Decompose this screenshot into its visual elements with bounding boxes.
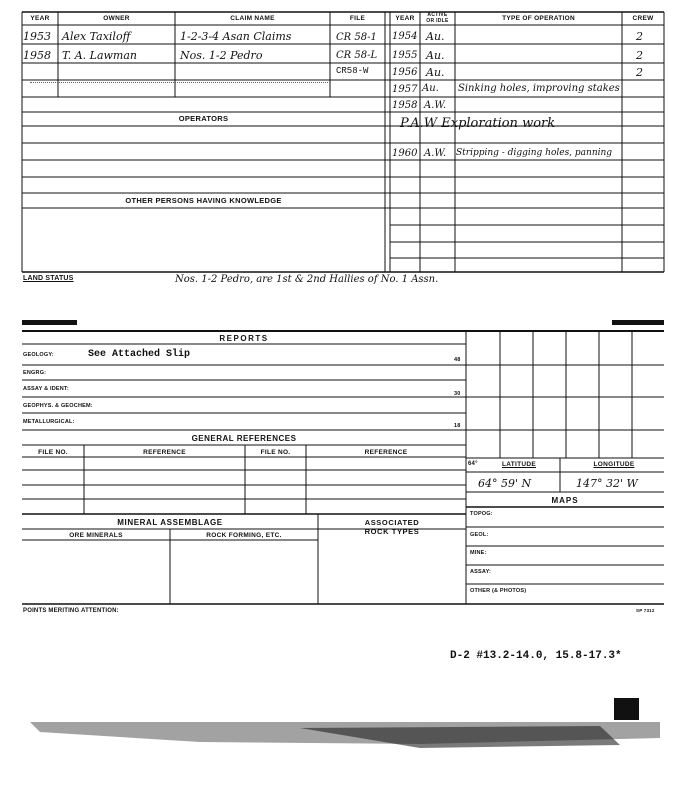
genref-header-reference-2: REFERENCE [364,449,408,456]
act5-status: A.W. [424,100,447,111]
maps-topog-label: TOPOG: [470,511,493,517]
act6-operation: P.A.W Exploration work [400,116,556,131]
report-assay-num: 30 [454,391,461,397]
row1-file: CR 58-1 [336,32,377,43]
col-header-active-idle: ACTIVE OR IDLE [426,12,449,24]
act7-status: A.W. [424,148,447,159]
act1-year: 1954 [392,31,418,42]
col-header-year-2: YEAR [395,15,415,22]
report-geophys-label: GEOPHYS. & GEOCHEM: [23,403,93,409]
col-header-type-of-operation: TYPE OF OPERATION [502,15,575,22]
col-header-year: YEAR [30,15,50,22]
act3-crew: 2 [636,66,643,79]
mineral-assemblage-title: MINERAL ASSEMBLAGE [117,518,223,527]
maps-other-label: OTHER (& PHOTOS) [470,588,527,594]
associated-rock-types-header: ASSOCIATED ROCK TYPES [364,518,420,536]
act4-year: 1957 [392,84,418,95]
act4-operation: Sinking holes, improving stakes [458,83,620,94]
report-engrg-label: ENGRG: [23,370,47,376]
row1-claim: 1-2-3-4 Asan Claims [180,30,292,43]
report-assay-label: ASSAY & IDENT: [23,386,69,392]
act5-year: 1958 [392,100,418,111]
act3-status: Au. [426,66,445,79]
latitude-value: 64° 59' N [478,477,532,490]
row2-file: CR 58-L [336,50,378,61]
maps-geol-label: GEOL: [470,532,489,538]
longitude-value: 147° 32' W [576,477,638,490]
maps-mine-label: MINE: [470,550,487,556]
report-geology-num: 48 [454,357,461,363]
row2-year: 1958 [23,49,51,62]
report-geology-value: See Attached Slip [88,349,191,360]
genref-header-reference-1: REFERENCE [143,449,186,456]
act3-year: 1956 [392,67,418,78]
act1-crew: 2 [636,30,643,43]
col-header-file: FILE [349,15,366,22]
col-header-crew: CREW [632,15,654,22]
maps-title: MAPS [551,496,579,505]
ore-minerals-header: ORE MINERALS [69,532,123,539]
act7-year: 1960 [392,148,418,159]
points-meriting-attention-label: POINTS MERITING ATTENTION: [23,608,119,614]
act2-status: Au. [426,49,445,62]
reports-title: REPORTS [219,334,269,343]
report-metallurgical-num: 18 [454,423,461,429]
genref-header-file-no-1: FILE NO. [38,449,68,456]
rock-forming-header: ROCK FORMING, ETC. [206,532,282,539]
longitude-label: LONGITUDE [593,461,635,468]
operators-title: OPERATORS [178,114,229,123]
row2-owner: T. A. Lawman [62,49,138,62]
act7-operation: Stripping - digging holes, panning [456,148,613,158]
row1-year: 1953 [23,30,51,43]
report-geology-label: GEOLOGY: [23,352,54,358]
form-number: SP 7312 [636,608,655,613]
maps-assay-label: ASSAY: [470,569,492,575]
latitude-prefix: 64° [468,461,478,467]
latitude-label: LATITUDE [501,461,537,468]
col-header-owner: OWNER [103,15,130,22]
act1-status: Au. [426,30,445,43]
land-status-label: LAND STATUS [23,275,74,282]
sample-note: D-2 #13.2-14.0, 15.8-17.3* [450,650,622,662]
faint-scribble [30,82,330,85]
act2-year: 1955 [392,50,418,61]
row3-file: CR58-W [336,66,369,76]
row1-owner: Alex Taxiloff [62,30,131,43]
other-persons-title: OTHER PERSONS HAVING KNOWLEDGE [125,196,282,205]
land-status-note: Nos. 1-2 Pedro, are 1st & 2nd Hallies of No. 1 Assn. [175,274,439,285]
act2-crew: 2 [636,49,643,62]
genref-header-file-no-2: FILE NO. [260,449,291,456]
general-references-title: GENERAL REFERENCES [191,434,297,443]
act4-status: Au. [422,83,439,94]
col-header-claim-name: CLAIM NAME [230,15,275,22]
row2-claim: Nos. 1-2 Pedro [180,49,263,62]
report-metallurgical-label: METALLURGICAL: [23,419,75,425]
